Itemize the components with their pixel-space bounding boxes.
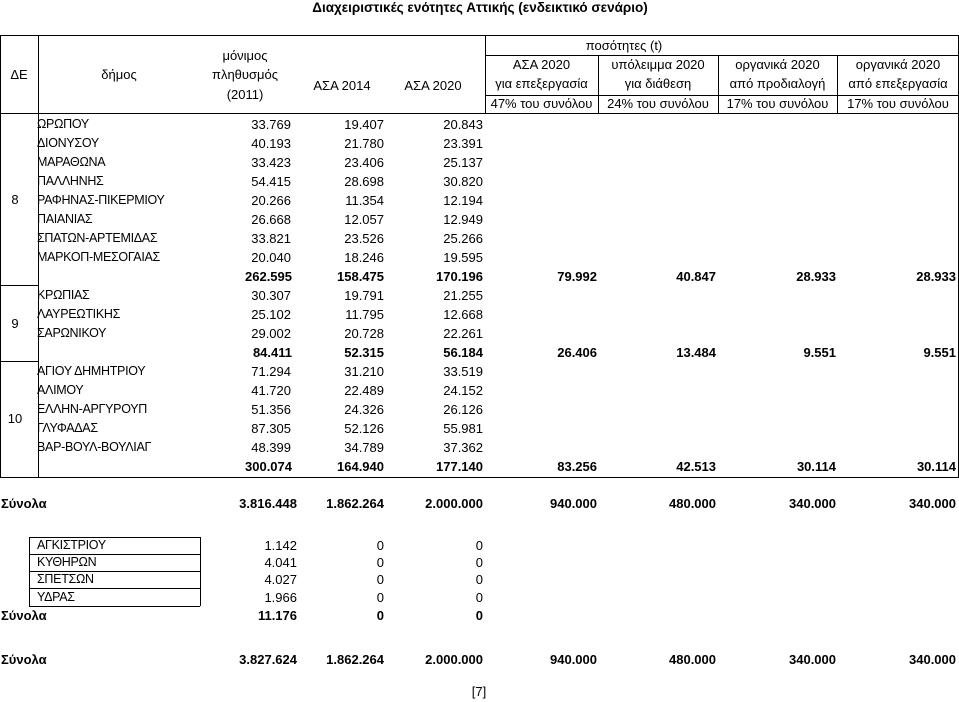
de-group-label: 10 xyxy=(7,410,23,426)
island-row xyxy=(0,537,959,554)
header-subcolumn-subtitle: από επεξεργασία xyxy=(848,76,948,91)
table-rule xyxy=(29,571,200,572)
table-rule xyxy=(485,55,959,56)
asa-2020-value: 21.255 xyxy=(443,287,483,303)
asa-2014-value: 0 xyxy=(376,608,384,623)
asa-2020-value: 25.266 xyxy=(443,230,483,246)
asa-2014-value: 11.354 xyxy=(345,192,384,208)
asa-2020-value: 22.261 xyxy=(443,325,483,341)
asa-2020-value: 177.140 xyxy=(436,458,483,474)
asa-2014-value: 1.862.264 xyxy=(326,495,384,511)
asa-2020-value: 24.152 xyxy=(443,382,483,398)
population-value: 20.266 xyxy=(251,192,291,208)
table-rule xyxy=(718,55,719,113)
asa-2020-value: 30.820 xyxy=(443,173,483,189)
header-subcolumn-subtitle: για επεξεργασία xyxy=(495,76,588,91)
asa-2020-value: 25.137 xyxy=(443,154,483,170)
header-subcolumn-share: 24% του συνόλου xyxy=(607,96,709,111)
population-value: 54.415 xyxy=(251,173,291,189)
table-row xyxy=(0,191,959,210)
municipality-name: ΓΛΥΦΑΔΑΣ xyxy=(37,420,98,435)
island-row xyxy=(0,589,959,606)
asa-2014-value: 52.126 xyxy=(344,420,384,436)
asa-2020-value: 0 xyxy=(475,537,483,553)
municipality-name: ΠΑΙΑΝΙΑΣ xyxy=(37,211,93,226)
islands-total-row xyxy=(0,607,959,625)
residual-value: 480.000 xyxy=(669,495,716,511)
asa-2014-value: 19.791 xyxy=(344,287,384,303)
header-population-line: πληθυσμός xyxy=(211,67,279,82)
table-row xyxy=(0,172,959,191)
asa-2014-value: 18.246 xyxy=(344,249,384,265)
organic-processing-value: 340.000 xyxy=(909,495,956,511)
page-title: Διαχειριστικές ενότητες Αττικής (ενδεικτικό σενάριο) xyxy=(312,0,648,15)
asa-2014-value: 23.526 xyxy=(344,230,384,246)
asa-2014-value: 11.795 xyxy=(345,306,384,322)
asa-2014-value: 21.780 xyxy=(344,135,384,151)
table-row xyxy=(0,248,959,267)
table-rule xyxy=(29,537,200,538)
table-row xyxy=(0,400,959,419)
table-row xyxy=(0,210,959,229)
asa-2020-value: 37.362 xyxy=(443,439,483,455)
island-row xyxy=(0,554,959,571)
municipality-name: ΑΓΙΟΥ ΔΗΜΗΤΡΙΟΥ xyxy=(37,363,146,378)
population-value: 25.102 xyxy=(251,306,291,322)
asa-2014-value: 20.728 xyxy=(344,325,384,341)
asa-2020-value: 20.843 xyxy=(443,116,483,132)
municipality-name: ΔΙΟΝΥΣΟΥ xyxy=(37,135,99,150)
municipality-name: ΑΛΙΜΟΥ xyxy=(37,382,84,397)
processing-value: 940.000 xyxy=(550,495,597,511)
header-de: ΔΕ xyxy=(10,67,28,82)
organic-processing-value: 28.933 xyxy=(916,268,956,284)
population-value: 1.966 xyxy=(264,589,297,605)
asa-2020-value: 12.668 xyxy=(443,306,483,322)
asa-2020-value: 55.981 xyxy=(443,420,483,436)
population-value: 4.027 xyxy=(264,571,297,587)
header-subcolumn-title: οργανικά 2020 xyxy=(855,57,941,72)
asa-2020-value: 26.126 xyxy=(443,401,483,417)
header-asa-2014: ΑΣΑ 2014 xyxy=(313,78,371,93)
population-value: 26.668 xyxy=(251,211,291,227)
municipality-name: ΜΑΡΑΘΩΝΑ xyxy=(37,154,106,169)
table-rule xyxy=(29,554,200,555)
population-value: 33.821 xyxy=(251,230,291,246)
table-rule xyxy=(29,588,200,589)
organic-source-value: 340.000 xyxy=(789,651,836,667)
table-rule xyxy=(0,477,959,478)
population-value: 51.356 xyxy=(251,401,291,417)
processing-value: 940.000 xyxy=(550,651,597,667)
municipality-name: ΛΑΥΡΕΩΤΙΚΗΣ xyxy=(37,306,121,321)
asa-2014-value: 28.698 xyxy=(344,173,384,189)
header-quantities: ποσότητες (t) xyxy=(585,38,663,53)
asa-2020-value: 23.391 xyxy=(443,135,483,151)
table-rule xyxy=(485,35,486,113)
population-value: 87.305 xyxy=(251,420,291,436)
totals-label: Σύνολα xyxy=(1,608,47,623)
organic-source-value: 30.114 xyxy=(796,458,836,474)
organic-processing-value: 30.114 xyxy=(916,458,956,474)
municipality-name: ΣΠΑΤΩΝ-ΑΡΤΕΜΙΔΑΣ xyxy=(37,230,158,245)
header-municipality: δήμος xyxy=(101,67,137,82)
asa-2020-value: 2.000.000 xyxy=(425,651,483,667)
asa-2014-value: 12.057 xyxy=(344,211,384,227)
table-row xyxy=(0,419,959,438)
asa-2014-value: 52.315 xyxy=(344,344,384,360)
municipality-name: ΑΓΚΙΣΤΡΙΟΥ xyxy=(37,537,106,552)
municipality-name: ΠΑΛΛΗΝΗΣ xyxy=(37,173,104,188)
island-row xyxy=(0,571,959,588)
municipality-name: ΩΡΩΠΟΥ xyxy=(37,116,89,131)
population-value: 84.411 xyxy=(252,344,292,360)
asa-2014-value: 19.407 xyxy=(344,116,384,132)
asa-2014-value: 31.210 xyxy=(344,363,384,379)
header-subcolumn-share: 17% του συνόλου xyxy=(726,96,829,111)
population-value: 33.423 xyxy=(251,154,291,170)
population-value: 3.816.448 xyxy=(239,495,297,511)
header-population-line: (2011) xyxy=(226,87,264,102)
residual-value: 480.000 xyxy=(669,651,716,667)
organic-source-value: 9.551 xyxy=(803,344,836,360)
asa-2020-value: 56.184 xyxy=(443,344,483,360)
population-value: 300.074 xyxy=(245,458,292,474)
organic-source-value: 340.000 xyxy=(789,495,836,511)
header-subcolumn-share: 47% του συνόλου xyxy=(490,96,593,111)
subtotal-row xyxy=(0,267,959,286)
residual-value: 42.513 xyxy=(676,458,716,474)
asa-2014-value: 24.326 xyxy=(344,401,384,417)
asa-2014-value: 0 xyxy=(376,537,384,553)
header-subcolumn-share: 17% του συνόλου xyxy=(847,96,949,111)
asa-2014-value: 0 xyxy=(376,571,384,587)
municipality-name: ΒΑΡ-ΒΟΥΛ-ΒΟΥΛΙΑΓ xyxy=(37,439,152,454)
population-value: 48.399 xyxy=(251,439,291,455)
population-value: 41.720 xyxy=(251,382,291,398)
residual-value: 40.847 xyxy=(676,268,716,284)
totals-row xyxy=(0,494,959,513)
population-value: 11.176 xyxy=(257,608,297,623)
header-asa-2020: ΑΣΑ 2020 xyxy=(404,78,462,93)
table-row xyxy=(0,305,959,324)
asa-2020-value: 0 xyxy=(475,554,483,570)
municipality-name: ΣΑΡΩΝΙΚΟΥ xyxy=(37,325,107,340)
organic-source-value: 28.933 xyxy=(796,268,836,284)
asa-2020-value: 2.000.000 xyxy=(425,495,483,511)
table-row xyxy=(0,229,959,248)
asa-2020-value: 170.196 xyxy=(436,268,483,284)
table-row xyxy=(0,134,959,153)
table-row xyxy=(0,115,959,134)
municipality-name: ΡΑΦΗΝΑΣ-ΠΙΚΕΡΜΙΟΥ xyxy=(37,192,165,207)
population-value: 262.595 xyxy=(245,268,292,284)
subtotal-row xyxy=(0,457,959,476)
municipality-name: ΥΔΡΑΣ xyxy=(37,589,75,604)
processing-value: 83.256 xyxy=(557,458,597,474)
asa-2014-value: 0 xyxy=(376,554,384,570)
table-rule xyxy=(837,55,838,113)
header-subcolumn-title: υπόλειμμα 2020 xyxy=(611,57,705,72)
asa-2014-value: 158.475 xyxy=(337,268,384,284)
asa-2020-value: 33.519 xyxy=(443,363,483,379)
residual-value: 13.484 xyxy=(676,344,716,360)
table-rule xyxy=(29,537,30,606)
asa-2014-value: 0 xyxy=(376,589,384,605)
totals-label: Σύνολα xyxy=(1,651,47,667)
processing-value: 79.992 xyxy=(557,268,597,284)
table-row xyxy=(0,324,959,343)
asa-2014-value: 164.940 xyxy=(337,458,384,474)
population-value: 4.041 xyxy=(264,554,297,570)
asa-2020-value: 12.194 xyxy=(443,192,483,208)
table-row xyxy=(0,153,959,172)
de-group-label: 8 xyxy=(11,192,19,207)
population-value: 40.193 xyxy=(251,135,291,151)
population-value: 29.002 xyxy=(251,325,291,341)
de-group-label: 9 xyxy=(11,315,19,331)
header-subcolumn-subtitle: από προδιαλογή xyxy=(729,76,826,91)
asa-2020-value: 12.949 xyxy=(443,211,483,227)
grand-totals-row xyxy=(0,650,959,669)
population-value: 30.307 xyxy=(251,287,291,303)
table-rule xyxy=(200,537,201,606)
asa-2014-value: 22.489 xyxy=(344,382,384,398)
asa-2014-value: 1.862.264 xyxy=(326,651,384,667)
organic-processing-value: 340.000 xyxy=(909,651,956,667)
table-row xyxy=(0,286,959,305)
asa-2014-value: 23.406 xyxy=(344,154,384,170)
municipality-name: ΜΑΡΚΟΠ-ΜΕΣΟΓΑΙΑΣ xyxy=(37,249,160,264)
table-row xyxy=(0,381,959,400)
header-subcolumn-title: οργανικά 2020 xyxy=(735,57,820,72)
population-value: 3.827.624 xyxy=(239,651,297,667)
asa-2020-value: 19.595 xyxy=(443,249,483,265)
header-subcolumn-title: ΑΣΑ 2020 xyxy=(512,57,571,72)
population-value: 20.040 xyxy=(251,249,291,265)
table-rule xyxy=(0,35,959,36)
asa-2020-value: 0 xyxy=(475,608,483,623)
header-subcolumn-subtitle: για διάθεση xyxy=(624,76,692,91)
table-rule xyxy=(598,55,599,113)
table-row xyxy=(0,438,959,457)
municipality-name: ΕΛΛΗΝ-ΑΡΓΥΡΟΥΠ xyxy=(37,401,147,416)
municipality-name: ΚΡΩΠΙΑΣ xyxy=(37,287,90,302)
page-number: [7] xyxy=(471,684,487,699)
municipality-name: ΚΥΘΗΡΩΝ xyxy=(37,554,97,569)
processing-value: 26.406 xyxy=(557,344,597,360)
asa-2014-value: 34.789 xyxy=(344,439,384,455)
subtotal-row xyxy=(0,343,959,362)
header-population-line: μόνιμος xyxy=(222,48,268,63)
asa-2020-value: 0 xyxy=(475,589,483,605)
municipality-name: ΣΠΕΤΣΩΝ xyxy=(37,571,94,586)
population-value: 1.142 xyxy=(264,537,297,553)
totals-label: Σύνολα xyxy=(1,495,47,511)
table-rule xyxy=(485,95,959,96)
table-row xyxy=(0,362,959,381)
asa-2020-value: 0 xyxy=(475,571,483,587)
population-value: 71.294 xyxy=(251,363,291,379)
population-value: 33.769 xyxy=(251,116,291,132)
organic-processing-value: 9.551 xyxy=(923,344,956,360)
